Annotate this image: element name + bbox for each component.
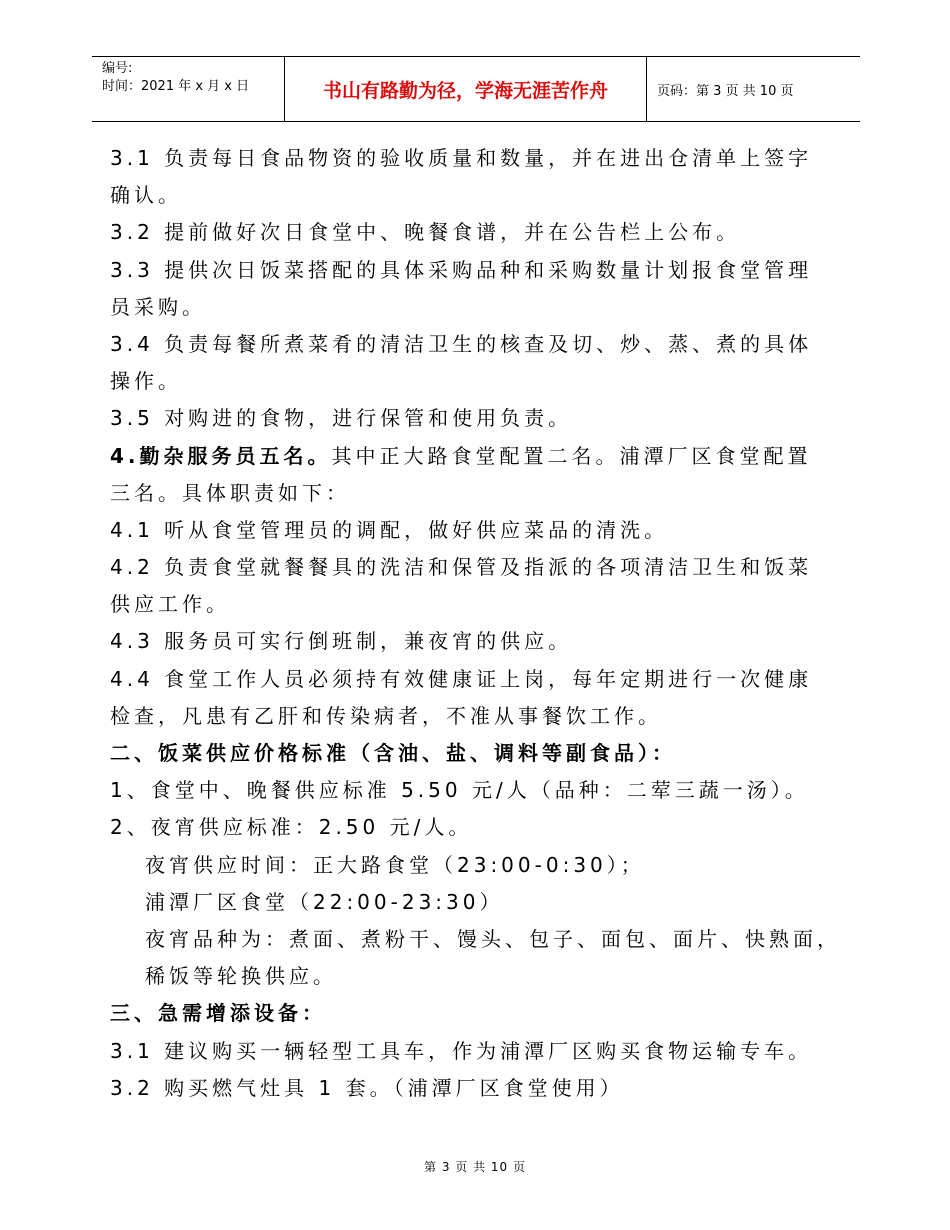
text-line: 三名。具体职责如下： [110, 480, 350, 505]
document-body [110, 140, 845, 1107]
text-line: 2、夜宵供应标准：2.50 元/人。 [110, 815, 473, 840]
text-line: 4.2 负责食堂就餐餐具的洗洁和保管及指派的各项清洁卫生和饭菜 [110, 555, 813, 580]
text-line: 4.3 服务员可实行倒班制，兼夜宵的供应。 [110, 629, 573, 654]
section-heading: 4.勤杂服务员五名。 [110, 443, 332, 468]
text-line: 供应工作。 [110, 592, 230, 617]
text-line: 操作。 [110, 369, 182, 394]
text-line: 稀饭等轮换供应。 [145, 964, 337, 989]
text-line: 夜宵供应时间：正大路食堂（23:00-0:30）； [145, 852, 645, 877]
section-text: 其中正大路食堂配置二名。浦潭厂区食堂配置 [331, 443, 812, 468]
page-header [92, 56, 860, 122]
text-line: 3.2 提前做好次日食堂中、晚餐食谱，并在公告栏上公布。 [110, 220, 741, 245]
header-meta [92, 57, 285, 121]
header-motto: 书山有路勤为径，学海无涯苦作舟 [285, 57, 647, 121]
text-line: 3.1 负责每日食品物资的验收质量和数量，并在进出仓清单上签字 [110, 146, 813, 170]
text-line: 夜宵品种为：煮面、煮粉干、馒头、包子、面包、面片、快熟面， [145, 926, 841, 951]
text-line: 3.1 建议购买一辆轻型工具车，作为浦潭厂区购买食物运输专车。 [110, 1038, 813, 1063]
text-line: 4.4 食堂工作人员必须持有效健康证上岗，每年定期进行一次健康 [110, 666, 813, 691]
header-page-info: 页码：第 3 页 共 10 页 [657, 83, 794, 99]
text-line: 3.4 负责每餐所煮菜肴的清洁卫生的核查及切、炒、蒸、煮的具体 [110, 331, 813, 356]
text-line: 员采购。 [110, 294, 206, 319]
serial-label: 编号: [102, 61, 133, 76]
text-line: 3.2 购买燃气灶具 1 套。（浦潭厂区食堂使用） [110, 1075, 624, 1100]
section-heading: 三、急需增添设备： [110, 1001, 326, 1026]
text-line [110, 438, 845, 475]
text-line: 确认。 [110, 183, 182, 208]
text-line: 4.1 听从食堂管理员的调配，做好供应菜品的清洗。 [110, 517, 669, 542]
page-footer: 第 3 页 共 10 页 [424, 1160, 526, 1174]
text-line: 1、食堂中、晚餐供应标准 5.50 元/人（品种：二荤三蔬一汤）。 [110, 778, 809, 803]
text-line: 3.5 对购进的食物，进行保管和使用负责。 [110, 406, 573, 431]
text-line: 检查，凡患有乙肝和传染病者，不准从事餐饮工作。 [110, 703, 662, 728]
time-label: 时间：2021 年 x 月 x 日 [102, 79, 250, 94]
section-heading: 二、饭菜供应价格标准（含油、盐、调料等副食品）： [110, 741, 676, 765]
text-line: 浦潭厂区食堂（22:00-23:30） [145, 889, 504, 914]
text-line: 3.3 提供次日饭菜搭配的具体采购品种和采购数量计划报食堂管理 [110, 257, 813, 282]
